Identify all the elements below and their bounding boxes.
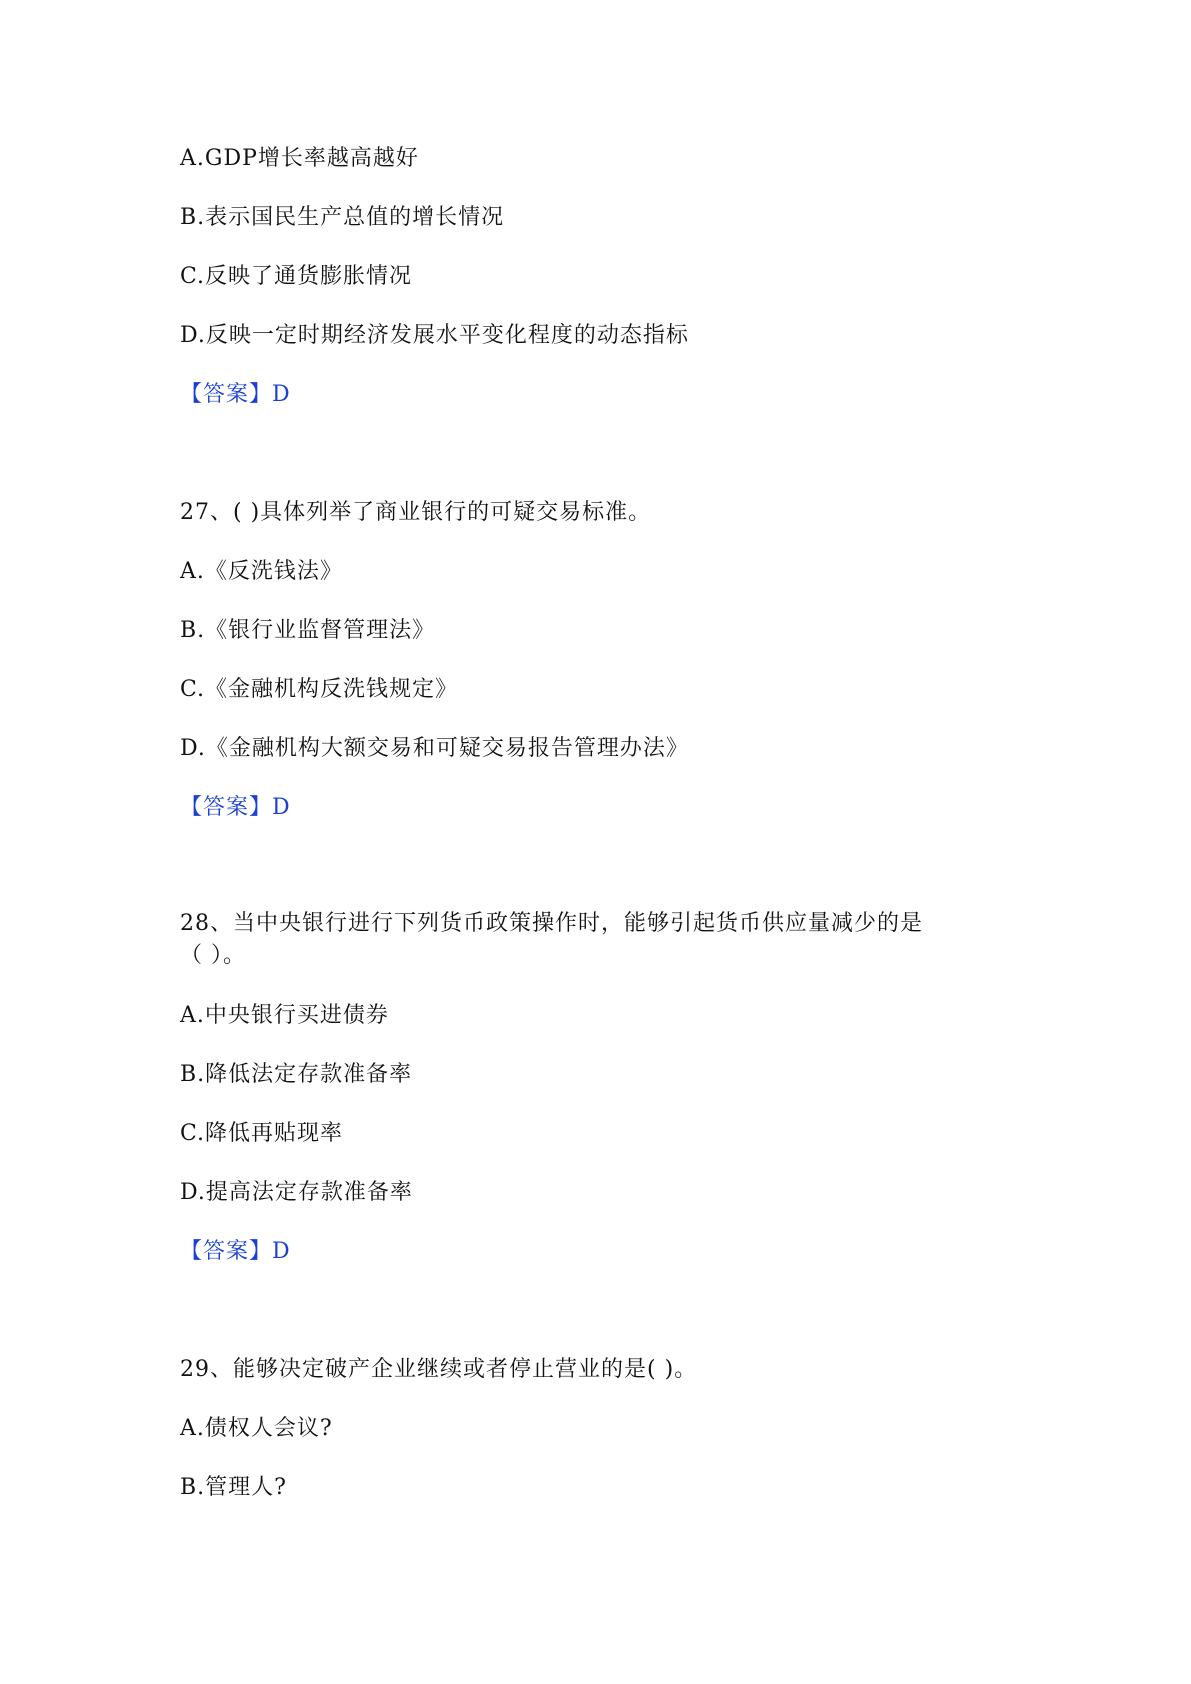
- q29-option-a: A.债权人会议?: [180, 1416, 333, 1441]
- q26-answer: 【答案】D: [180, 382, 291, 407]
- q28-option-c: C.降低再贴现率: [180, 1121, 344, 1146]
- q26-option-c: C.反映了通货膨胀情况: [180, 264, 413, 289]
- q26-option-b: B.表示国民生产总值的增长情况: [180, 205, 505, 230]
- q28-option-b: B.降低法定存款准备率: [180, 1062, 413, 1087]
- q26-option-d: D.反映一定时期经济发展水平变化程度的动态指标: [180, 323, 689, 348]
- q28-option-d: D.提高法定存款准备率: [180, 1180, 413, 1205]
- q27-option-d: D.《金融机构大额交易和可疑交易报告管理办法》: [180, 736, 689, 761]
- q26-option-a: A.GDP增长率越高越好: [180, 146, 419, 171]
- q27-option-a: A.《反洗钱法》: [180, 559, 343, 584]
- q27-stem: 27、( )具体列举了商业银行的可疑交易标准。: [180, 500, 652, 525]
- q28-stem-line2: （ ）。: [180, 943, 246, 968]
- q27-option-c: C.《金融机构反洗钱规定》: [180, 677, 459, 702]
- q29-stem: 29、能够决定破产企业继续或者停止营业的是( )。: [180, 1357, 698, 1382]
- q27-answer: 【答案】D: [180, 795, 291, 820]
- q28-option-a: A.中央银行买进债券: [180, 1003, 389, 1028]
- q29-option-b: B.管理人?: [180, 1475, 287, 1500]
- q28-answer: 【答案】D: [180, 1239, 291, 1264]
- q28-stem-line1: 28、当中央银行进行下列货币政策操作时，能够引起货币供应量减少的是: [180, 911, 923, 936]
- q27-option-b: B.《银行业监督管理法》: [180, 618, 436, 643]
